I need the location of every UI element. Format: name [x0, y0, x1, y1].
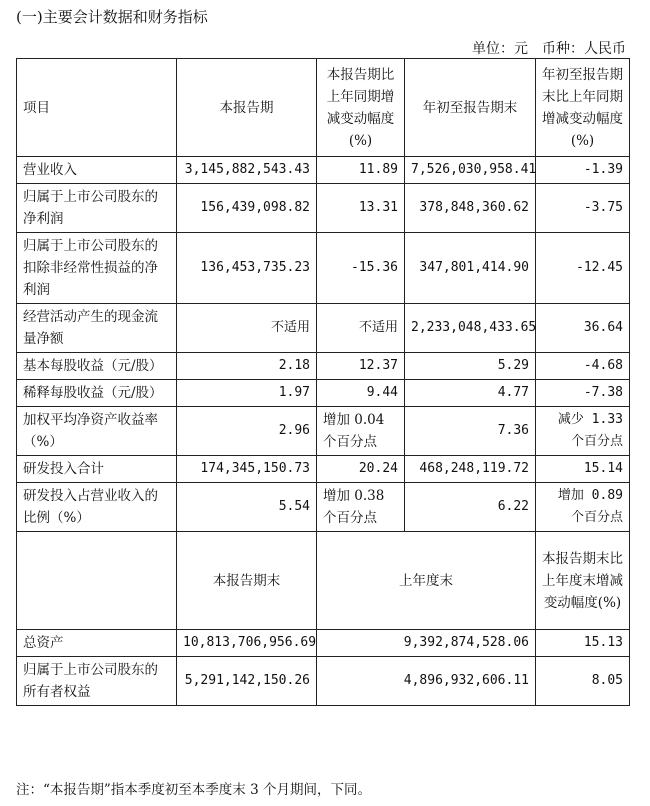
header-period-end: 本报告期末 — [177, 532, 317, 630]
row-ytd-change: -4.68 — [536, 353, 630, 380]
row-ytd: 4.77 — [405, 380, 536, 407]
row-item: 研发投入占营业收入的比例（%） — [17, 483, 177, 532]
header-current: 本报告期 — [177, 59, 317, 157]
row-current-change: 增加 0.04 个百分点 — [317, 407, 405, 456]
row-current-change: 增加 0.38 个百分点 — [317, 483, 405, 532]
table-row — [17, 353, 630, 380]
row-current: 3,145,882,543.43 — [177, 157, 317, 184]
header-current-change: 本报告期比上年同期增减变动幅度(%) — [317, 59, 405, 157]
financial-data-table — [16, 58, 630, 706]
row-ytd: 7,526,030,958.41 — [405, 157, 536, 184]
row-current-change: -15.36 — [317, 233, 405, 304]
row-current-change: 9.44 — [317, 380, 405, 407]
table-row — [17, 233, 630, 304]
row-ytd-change: 36.64 — [536, 304, 630, 353]
row-item: 归属于上市公司股东的扣除非经常性损益的净利润 — [17, 233, 177, 304]
header-ytd: 年初至报告期末 — [405, 59, 536, 157]
header-item: 项目 — [17, 59, 177, 157]
row-item: 总资产 — [17, 630, 177, 657]
section-title: (一)主要会计数据和财务指标 — [16, 8, 208, 26]
row-item: 稀释每股收益（元/股） — [17, 380, 177, 407]
row-current-change: 不适用 — [317, 304, 405, 353]
table-row — [17, 157, 630, 184]
row-ytd: 468,248,119.72 — [405, 456, 536, 483]
header-last-year-end: 上年度末 — [317, 532, 536, 630]
row-item: 加权平均净资产收益率（%） — [17, 407, 177, 456]
row-current-change: 12.37 — [317, 353, 405, 380]
row-item: 归属于上市公司股东的净利润 — [17, 184, 177, 233]
row-current: 136,453,735.23 — [177, 233, 317, 304]
table-row — [17, 304, 630, 353]
row-period-end: 5,291,142,150.26 — [177, 657, 317, 706]
row-item: 研发投入合计 — [17, 456, 177, 483]
header-period-end-change: 本报告期末比上年度末增减变动幅度(%) — [536, 532, 630, 630]
row-ytd: 5.29 — [405, 353, 536, 380]
row-current: 不适用 — [177, 304, 317, 353]
row-item: 营业收入 — [17, 157, 177, 184]
row-change: 8.05 — [536, 657, 630, 706]
row-current-change: 11.89 — [317, 157, 405, 184]
row-current: 174,345,150.73 — [177, 456, 317, 483]
row-ytd: 378,848,360.62 — [405, 184, 536, 233]
row-ytd-change: -12.45 — [536, 233, 630, 304]
row-ytd: 2,233,048,433.65 — [405, 304, 536, 353]
row-ytd: 6.22 — [405, 483, 536, 532]
row-ytd: 347,801,414.90 — [405, 233, 536, 304]
row-current-change: 13.31 — [317, 184, 405, 233]
table-row — [17, 456, 630, 483]
row-current: 5.54 — [177, 483, 317, 532]
row-ytd-change: 15.14 — [536, 456, 630, 483]
header2-blank — [17, 532, 177, 630]
table-row — [17, 407, 630, 456]
row-current: 2.18 — [177, 353, 317, 380]
row-ytd: 7.36 — [405, 407, 536, 456]
row-current-change: 20.24 — [317, 456, 405, 483]
row-ytd-change: 减少 1.33 个百分点 — [536, 407, 630, 456]
table-row — [17, 184, 630, 233]
table-row — [17, 380, 630, 407]
row-ytd-change: -3.75 — [536, 184, 630, 233]
row-last-year-end: 4,896,932,606.11 — [317, 657, 536, 706]
row-ytd-change: -1.39 — [536, 157, 630, 184]
table-row — [17, 657, 630, 706]
currency-unit: 单位：元 币种：人民币 — [472, 41, 626, 57]
table-row — [17, 483, 630, 532]
row-current: 156,439,098.82 — [177, 184, 317, 233]
header-ytd-change: 年初至报告期末比上年同期增减变动幅度(%) — [536, 59, 630, 157]
row-item: 基本每股收益（元/股） — [17, 353, 177, 380]
row-current: 2.96 — [177, 407, 317, 456]
row-last-year-end: 9,392,874,528.06 — [317, 630, 536, 657]
table-header-row — [17, 59, 630, 157]
row-item: 归属于上市公司股东的所有者权益 — [17, 657, 177, 706]
table-row — [17, 630, 630, 657]
row-item: 经营活动产生的现金流量净额 — [17, 304, 177, 353]
footnote: 注：“本报告期”指本季度初至本季度末 3 个月期间，下同。 — [16, 782, 371, 798]
row-change: 15.13 — [536, 630, 630, 657]
row-ytd-change: -7.38 — [536, 380, 630, 407]
row-period-end: 10,813,706,956.69 — [177, 630, 317, 657]
table-header-row-2 — [17, 532, 630, 630]
row-current: 1.97 — [177, 380, 317, 407]
row-ytd-change: 增加 0.89 个百分点 — [536, 483, 630, 532]
